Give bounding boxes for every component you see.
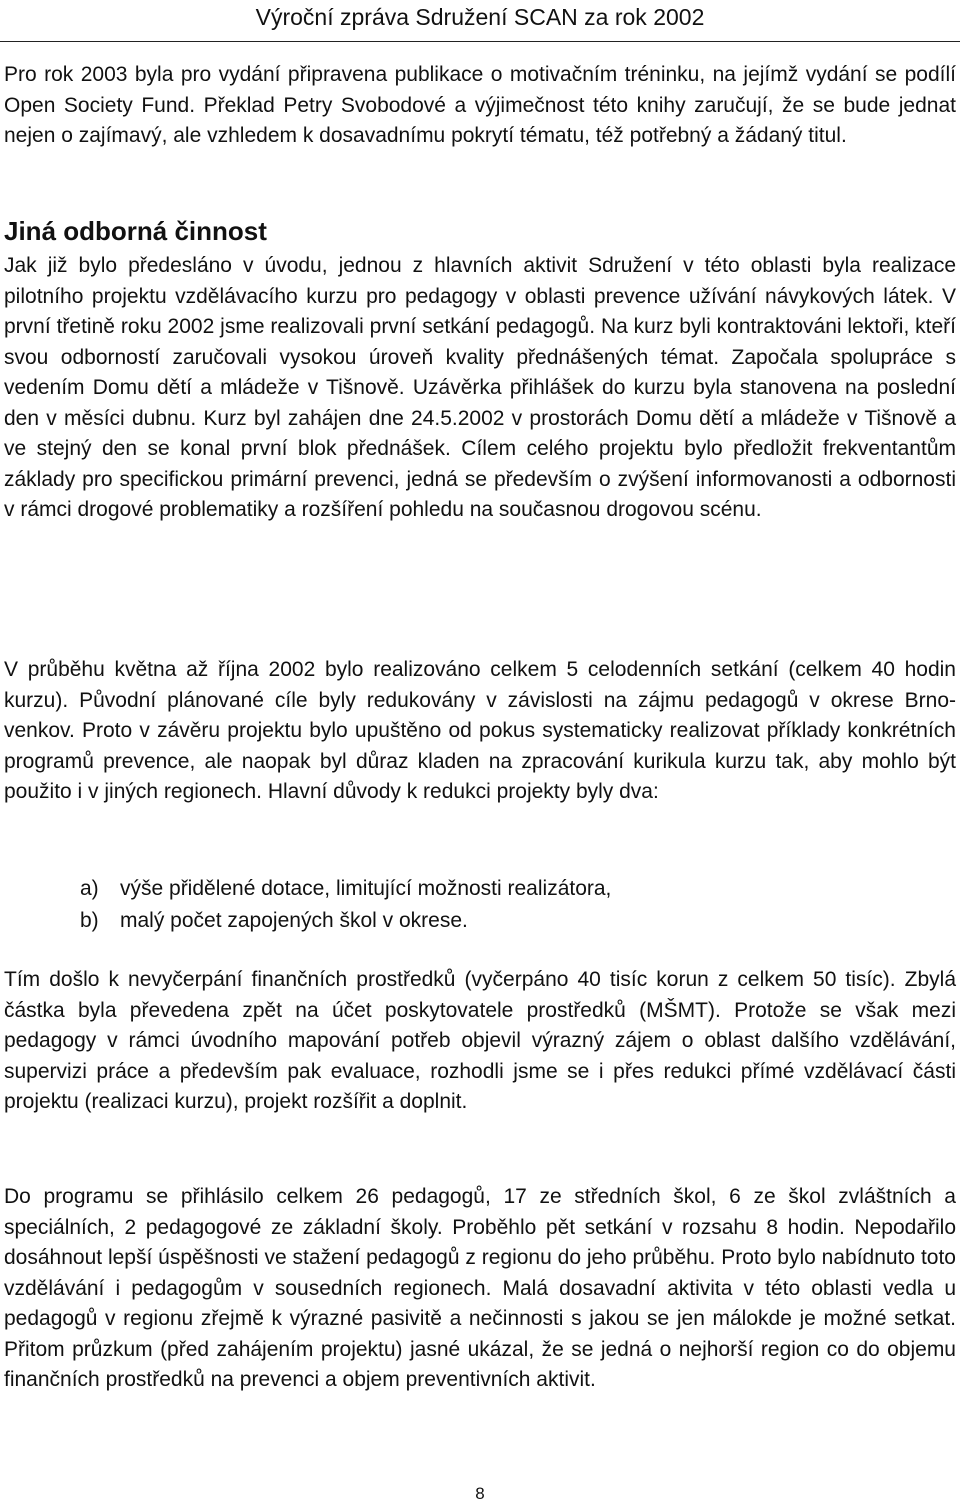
list-marker: b) [80, 909, 99, 932]
paragraph-course-progress: V průběhu května až října 2002 bylo realizováno celkem 5 celodenních setkání (celkem 40 hodin kurzu). Původní plánované cíle byly redukovány v závislosti na zájmu pedagogů v okrese Brno-venkov. Proto v závěru projektu bylo upuštěno od pokus systematicky realizovat příklady konkrétních programů prevence, ale naopak byl důraz kladen na zpracování kurikula kurzu tak, aby mohlo být použito i v jiných regionech. Hlavní důvody k redukci projekty byly dva: [4, 658, 956, 803]
page-number: 8 [475, 1484, 485, 1503]
list-item [80, 905, 940, 937]
header-rule [0, 41, 960, 42]
paragraph-course-intro: Jak již bylo předesláno v úvodu, jednou z hlavních aktivit Sdružení v této oblasti byla realizace pilotního projektu vzdělávacího kurzu pro pedagogy v oblasti prevence užívání návykových látek. V první třetině roku 2002 jsme realizovali první setkání pedagogů. Na kurz byli kontraktováni lektoři, kteří svou odborností zaručovali vysokou úroveň kvality přednášených témat. Započala spolupráce s vedením Domu dětí a mládeže v Tišnově. Uzávěrka přihlášek do kurzu byla stanovena na poslední den v měsíci dubnu. Kurz byl zahájen dne 24.5.2002 v prostorách Domu dětí a mládeže v Tišnově a ve stejný den se konal první blok přednášek. Cílem celého projektu bylo předložit frekventantům základy pro specifickou primární prevenci, jedná se především o zvýšení informovanosti a odbornosti v rámci drogové problematiky a rozšíření pohledu na současnou drogovou scénu. [4, 254, 956, 521]
paragraph-participants: Do programu se přihlásilo celkem 26 pedagogů, 17 ze středních škol, 6 ze škol zvláštních a speciálních, 2 pedagogové ze základní školy. Proběhlo pět setkání v rozsahu 8 hodin. Nepodařilo dosáhnout lepší úspěšnosti ve stažení pedagogů z regionu do jeho průběhu. Proto bylo nabídnuto toto vzdělávání i pedagogům v sousedních regionech. Malá dosavadní aktivita v této oblasti vedla u pedagogů v regionu zřejmě k výrazné pasivitě a nečinnosti s jakou se jen málokde je možné setkat. Přitom průzkum (před zahájením projektu) jasné ukázal, že se jedná o nejhorší region co do objemu finančních prostředků na prevenci a objem preventivních aktivit. [4, 1185, 956, 1391]
section-heading: Jiná odborná činnost [4, 216, 267, 246]
list-marker: a) [80, 877, 99, 900]
reasons-list [80, 873, 940, 937]
list-item-text: malý počet zapojených škol v okrese. [120, 909, 468, 932]
paragraph-funds: Tím došlo k nevyčerpání finančních prostředků (vyčerpáno 40 tisíc korun z celkem 50 tisíc). Zbylá částka byla převedena zpět na účet poskytovatele prostředků (MŠMT). Protože se však mezi pedagogy v rámci úvodního mapování potřeb objevil výrazný zájem o oblast dalšího vzdělávání, supervizi práce a především pak evaluace, rozhodli jsme se i přes redukci přímé vzdělávací části projektu (realizaci kurzu), projekt rozšířit a doplnit. [4, 968, 956, 1113]
list-item [80, 873, 940, 905]
list-item-text: výše přidělené dotace, limitující možnosti realizátora, [120, 877, 612, 900]
intro-paragraph: Pro rok 2003 byla pro vydání připravena publikace o motivačním tréninku, na jejímž vydání se podílí Open Society Fund. Překlad Petry Svobodové a výjimečnost této knihy zaručují, že se bude jednat nejen o zajímavý, ale vzhledem k dosavadnímu pokrytí tématu, též potřebný a žádaný titul. [4, 63, 956, 147]
running-header: Výroční zpráva Sdružení SCAN za rok 2002 [255, 4, 705, 30]
